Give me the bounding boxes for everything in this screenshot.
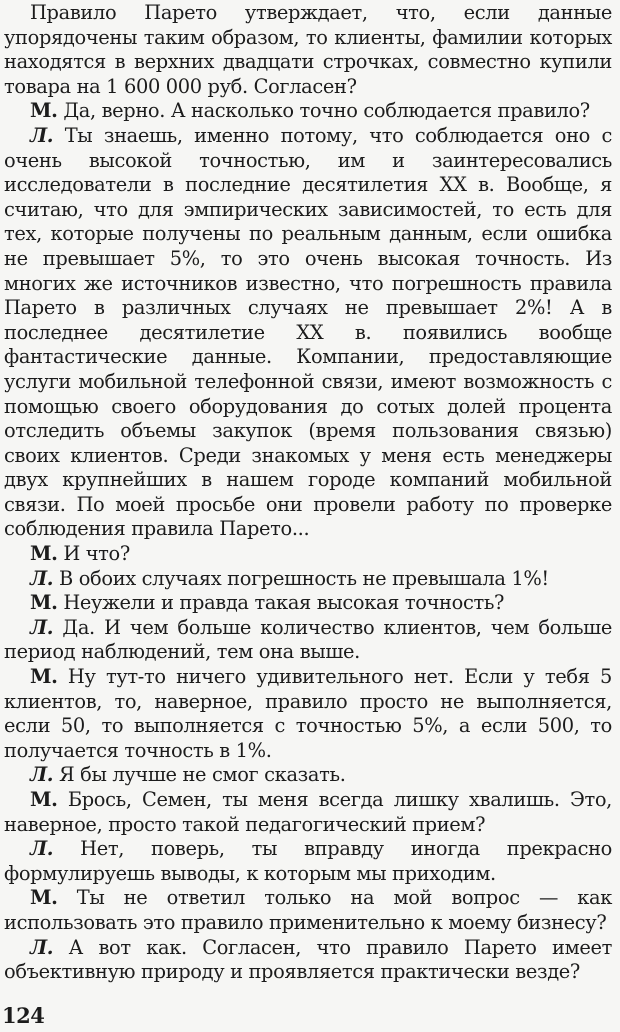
dialogue-line [4,542,612,567]
dialogue-text: Ну тут-то ничего удивительного нет. Если у тебя 5 клиентов, то, наверное, правило просто не выполняется, если 50, то выполняется с точностью 5%, а если 500, то получается точность в 1%. [4,665,612,762]
speaker-label: М. [30,665,58,689]
dialogue-text: Брось, Семен, ты меня всегда лишку хвалишь. Это, наверное, просто такой педагогический прием? [4,788,612,836]
page-number: 124 [2,1003,45,1028]
speaker-label: М. [30,591,58,615]
dialogue-text: А вот как. Согласен, что правило Парето имеет объективную природу и проявляется практически везде? [4,935,612,984]
dialogue-text: Да. И чем больше количество клиентов, чем больше период наблюдений, тем она выше. [4,615,612,664]
speaker-label: М. [30,542,58,566]
dialogue-text: Я бы лучше не смог сказать. [53,763,346,787]
speaker-label: Л. [30,763,54,787]
speaker-label: М. [30,886,58,910]
dialogue-line [4,788,612,837]
dialogue-text: Неужели и правда такая высокая точность? [57,591,505,615]
dialogue-line [4,936,612,985]
intro-paragraph: Правило Парето утверждает, что, если данные упорядочены таким образом, то клиенты, фамилии которых находятся в верхних двадцати строчках, совместно купили товара на 1 600 000 руб. Согласен? [4,1,612,98]
dialogue-line [4,99,612,124]
dialogue-line [4,124,612,542]
dialogue-line [4,886,612,935]
speaker-label: Л. [30,566,54,590]
speaker-label: Л. [30,935,54,959]
speaker-label: М. [30,99,58,123]
page-text [4,1,612,985]
dialogue-line [4,665,612,763]
dialogue-text: Да, верно. А насколько точно соблюдается правило? [57,99,590,123]
speaker-label: Л. [30,837,54,861]
dialogue-line [4,616,612,665]
dialogue-line [4,763,612,788]
speaker-label: Л. [30,123,54,147]
dialogue-line [4,567,612,592]
dialogue-text: В обоих случаях погрешность не превышала 1%! [53,566,549,590]
dialogue-text: И что? [57,542,130,566]
dialogue-line [4,837,612,886]
dialogue-text: Ты знаешь, именно потому, что соблюдается оно с очень высокой точностью, им и заинтересовались исследователи в последние десятилетия XX в. Вообще, я считаю, что для эмпирических зависимостей, то есть для тех, которые получены по реальным данным, если ошибка не превышает 5%, то это очень высокая точность. Из многих же источников известно, что погрешность правила Парето в различных случаях не превышает 2%! А в последнее десятилетие XX в. появились вообще фантастические данные. Компании, предоставляющие услуги мобильной телефонной связи, имеют возможность с помощью своего оборудования до сотых долей процента отследить объемы закупок (время пользования связью) своих клиентов. Среди знакомых у меня есть менеджеры двух крупнейших в нашем городе компаний мобильной связи. По моей просьбе они провели работу по проверке соблюдения правила Парето... [4,123,612,541]
dialogue-line [4,591,612,616]
dialogue-text: Нет, поверь, ты вправду иногда прекрасно формулируешь выводы, к которым мы приходим. [4,837,612,885]
dialogue-text: Ты не ответил только на мой вопрос — как использовать это правило применительно к моему бизнесу? [4,886,612,934]
speaker-label: М. [30,788,58,811]
speaker-label: Л. [30,615,54,639]
